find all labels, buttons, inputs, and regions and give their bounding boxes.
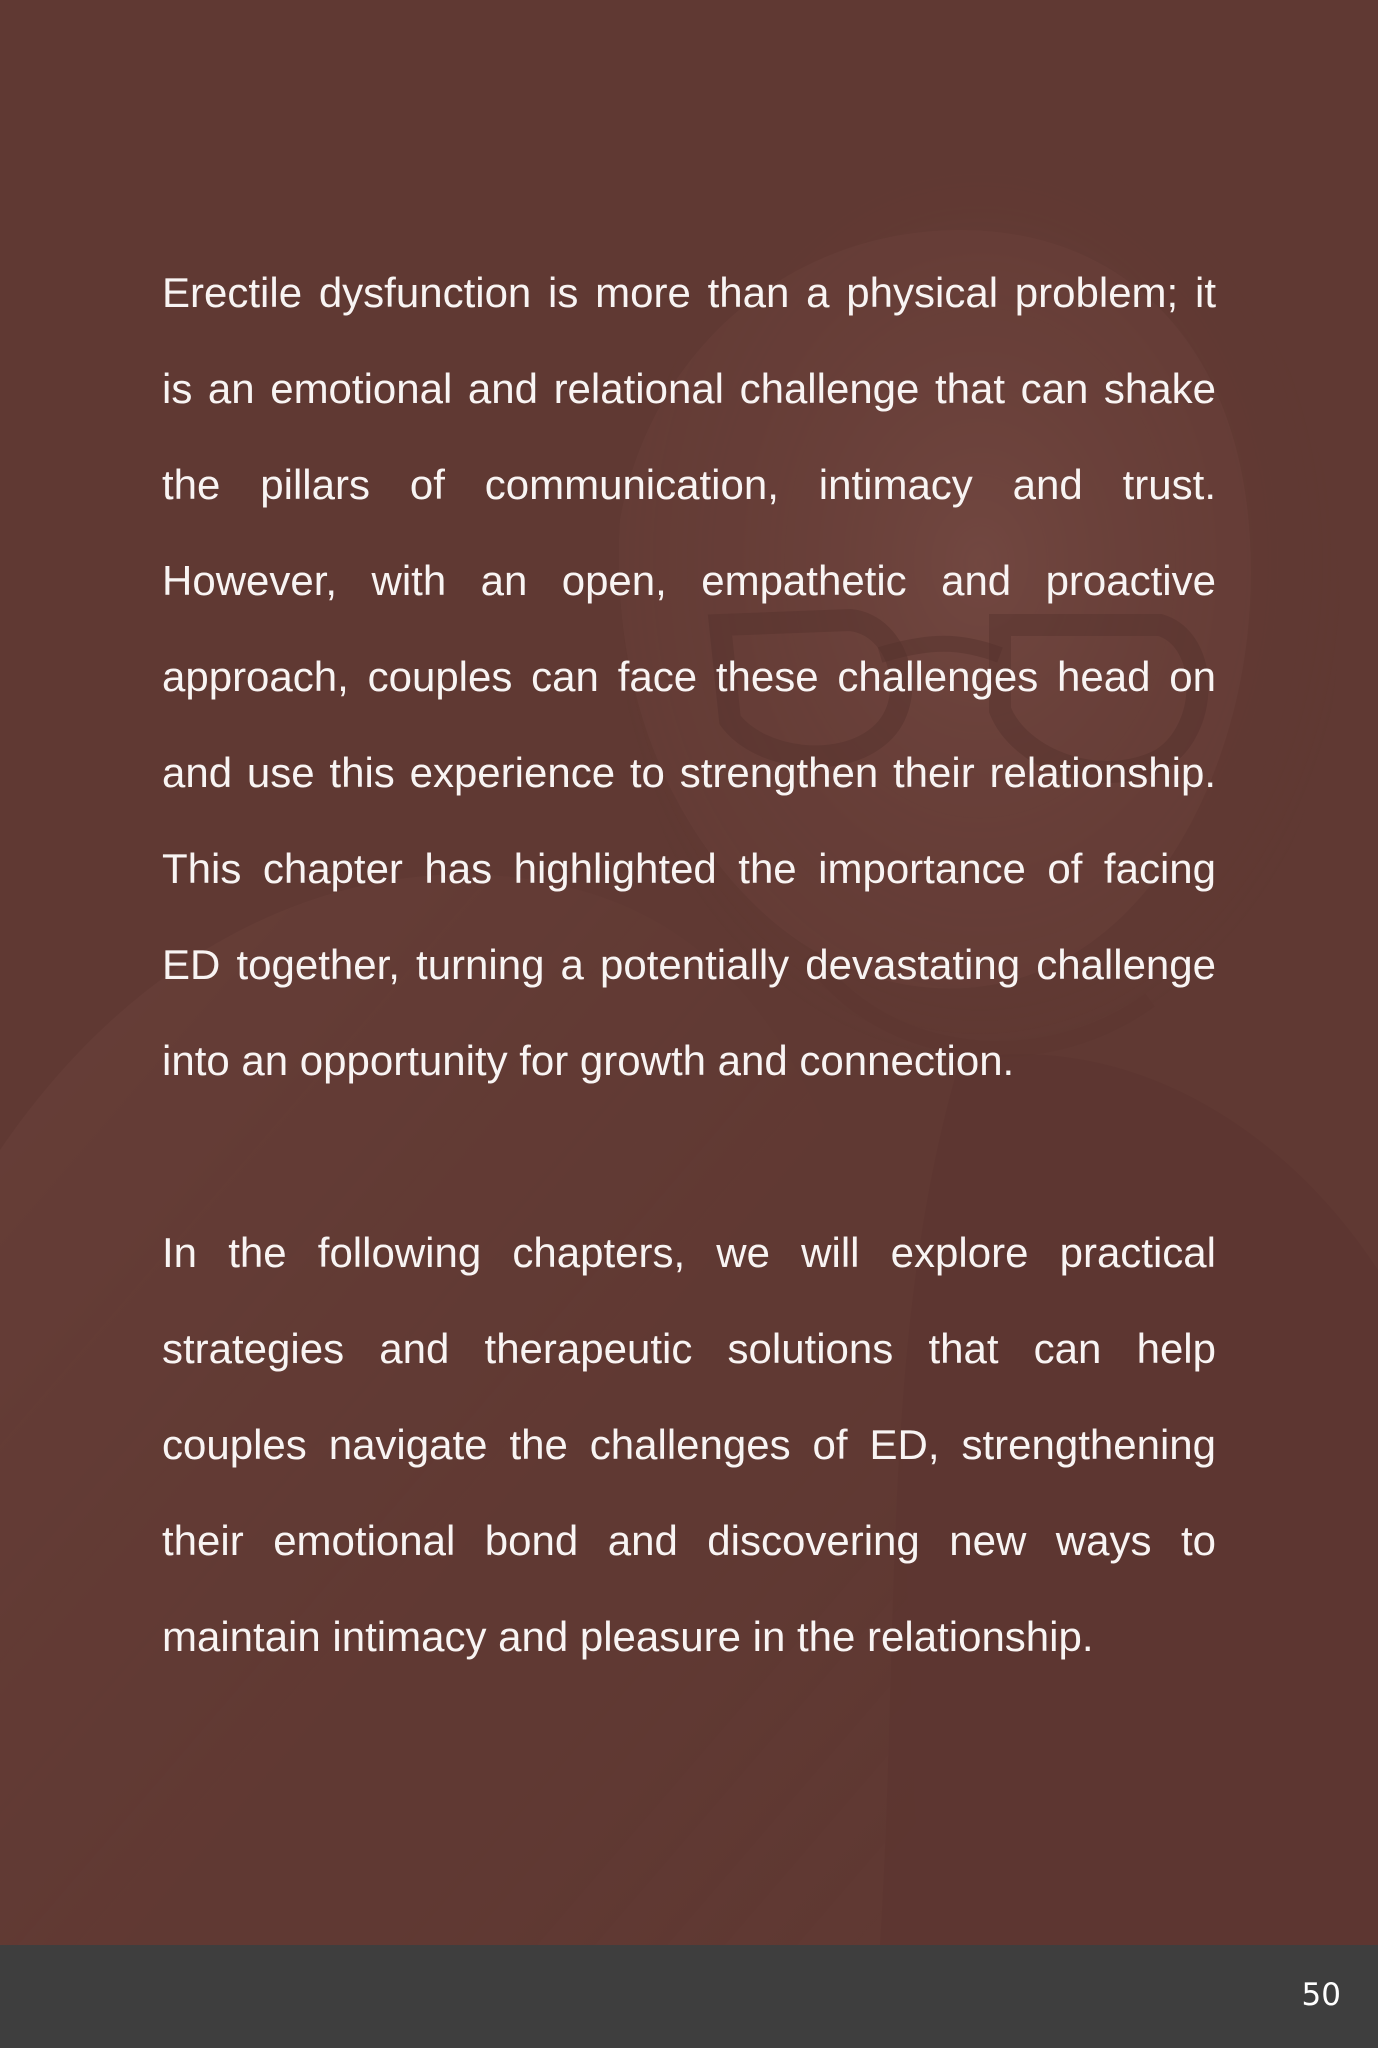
body-paragraph: In the following chapters, we will explore practical strategies and therapeutic solutions that can help couples navigate the challenges of ED, strengthening their emotional bond and discovering new ways to maintain intimacy and pleasure in the relationship. <box>162 1229 1216 1660</box>
page-footer <box>0 1945 1378 2048</box>
body-paragraph: Erectile dysfunction is more than a physical problem; it is an emotional and relational challenge that can shake the pillars of communication, intimacy and trust. However, with an open, empathetic and proactive approach, couples can face these challenges head on and use this experience to strengthen their relationship. This chapter has highlighted the importance of facing ED together, turning a potentially devastating challenge into an opportunity for growth and connection. <box>162 269 1216 1084</box>
chapter-text <box>162 245 1216 1685</box>
page-number: 50 <box>1301 1977 1341 2013</box>
